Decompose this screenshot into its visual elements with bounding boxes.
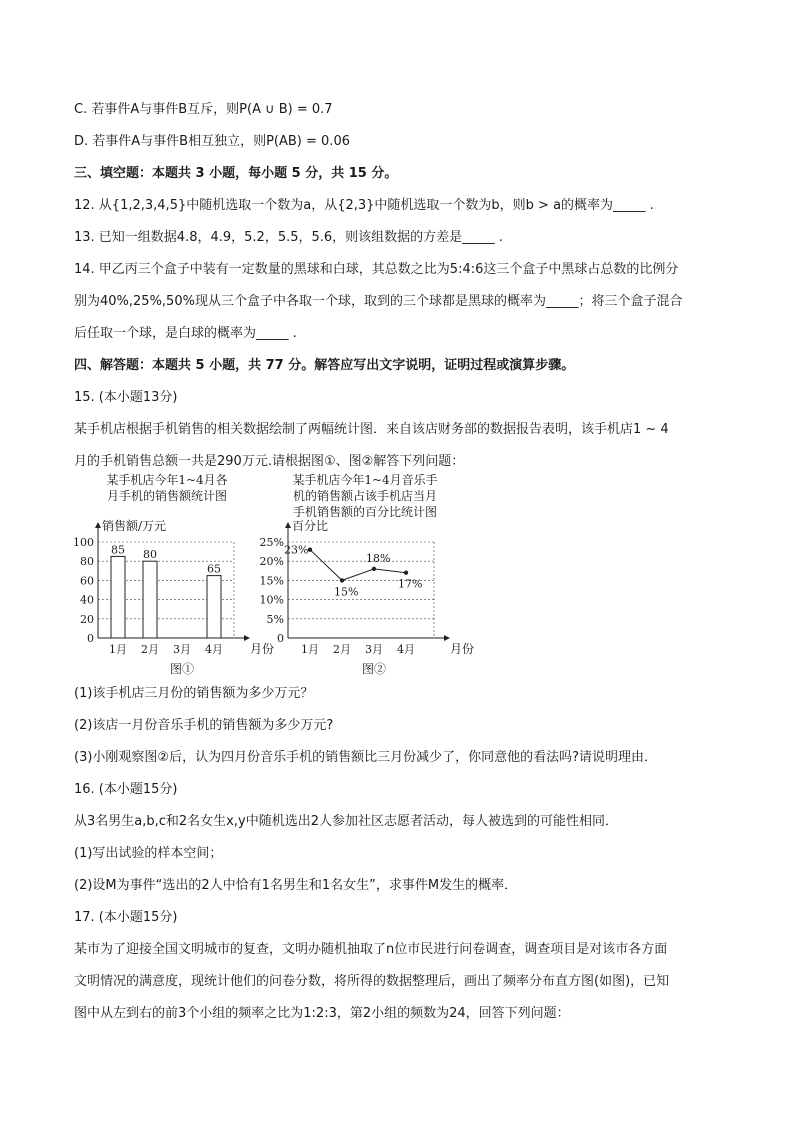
chart2-x-tick-label: 4月 <box>397 643 415 656</box>
section-fill-blank-heading: 三、填空题：本题共 3 小题，每小题 5 分，共 15 分。 <box>74 166 398 181</box>
question-16-header: 16. (本小题15分) <box>74 782 178 797</box>
chart1-y-axis-arrow <box>95 522 101 528</box>
chart1-caption: 图① <box>169 662 195 676</box>
chart2-title <box>270 472 460 520</box>
chart1-y-tick-label: 100 <box>73 536 94 549</box>
chart1-bar <box>111 556 125 638</box>
chart2-y-tick-label: 10% <box>259 593 284 607</box>
chart1-y-tick-label: 20 <box>80 612 94 626</box>
chart2-line-chart <box>250 518 475 678</box>
question-17-stem-line2: 文明情况的满意度，现统计他们的问卷分数，将所得的数据整理后，画出了频率分布直方图(如图)，已知 <box>74 974 670 989</box>
chart1-data-label: 65 <box>207 562 221 576</box>
chart2-data-label: 15% <box>334 585 359 599</box>
question-14-line3: 后任取一个球，是白球的概率为_____ . <box>74 326 297 341</box>
question-17-stem-line3: 图中从左到右的前3个小组的频率之比为1:2:3，第2小组的频数为24，回答下列问题： <box>74 1006 570 1021</box>
question-15-stem-line1: 某手机店根据手机销售的相关数据绘制了两幅统计图．来自该店财务部的数据报告表明，该手机店1 ~ 4 <box>74 422 669 437</box>
chart1-data-label: 85 <box>111 543 125 557</box>
chart2-y-tick-label: 5% <box>266 612 284 626</box>
chart1-x-axis-label: 月份 <box>250 642 275 656</box>
chart1-x-tick-label: 1月 <box>109 643 127 656</box>
chart1-title-line1: 某手机店今年1~4月各 <box>106 473 228 487</box>
chart2-caption: 图② <box>361 662 387 676</box>
chart1-x-tick-label: 2月 <box>141 643 159 656</box>
chart1-y-tick-label: 80 <box>80 555 94 569</box>
question-17-header: 17. (本小题15分) <box>74 910 178 925</box>
question-17-stem-line1: 某市为了迎接全国文明城市的复查，文明办随机抽取了n位市民进行问卷调查，调查项目是对该市各方面 <box>74 942 668 957</box>
option-c: C. 若事件A与事件B互斥，则P(A ∪ B) = 0.7 <box>74 102 333 117</box>
chart2-point <box>372 567 376 571</box>
chart1-x-tick-label: 3月 <box>173 643 191 656</box>
chart2-x-axis-label: 月份 <box>450 642 475 656</box>
question-15-part3: (3)小刚观察图②后，认为四月份音乐手机的销售额比三月份减少了，你同意他的看法吗?请说明理由． <box>74 750 657 765</box>
chart2-x-axis-arrow <box>444 635 450 641</box>
chart1-title-line2: 月手机的销售额统计图 <box>106 489 227 503</box>
chart2-data-label: 23% <box>284 543 309 557</box>
question-16-part1: (1)写出试验的样本空间； <box>74 846 223 861</box>
chart1-y-tick-label: 60 <box>80 574 94 588</box>
chart2-data-label: 17% <box>398 577 423 591</box>
chart2-data-label: 18% <box>366 551 391 565</box>
chart2-y-axis-arrow <box>285 522 291 528</box>
chart2-series-line <box>310 550 406 581</box>
chart1-y-tick-label: 0 <box>87 632 94 645</box>
question-14-line2: 别为40%,25%,50%现从三个盒子中各取一个球，取到的三个球都是黑球的概率为_____；将三个盒子混合 <box>74 294 683 309</box>
chart1-data-label: 80 <box>143 548 157 562</box>
option-d: D. 若事件A与事件B相互独立，则P(AB) = 0.06 <box>74 134 350 149</box>
chart2-title-line2: 机的销售额占该手机店当月 <box>292 489 437 503</box>
chart2-x-tick-label: 3月 <box>365 643 383 656</box>
question-15-header: 15. (本小题13分) <box>74 390 178 405</box>
chart2-y-axis-label: 百分比 <box>292 519 329 533</box>
chart2-y-tick-label: 25% <box>259 536 284 549</box>
chart2-y-tick-label: 20% <box>259 555 284 569</box>
chart2-point <box>404 571 408 575</box>
chart1-y-tick-label: 40 <box>80 593 94 607</box>
question-15-part1: (1)该手机店三月份的销售额为多少万元？ <box>74 686 314 701</box>
chart1-y-axis-label: 销售额/万元 <box>102 519 167 533</box>
chart1-bar <box>207 576 221 638</box>
chart2-title-line3: 手机销售额的百分比统计图 <box>292 505 437 519</box>
question-15-stem-line2: 月的手机销售总额一共是290万元.请根据图①、图②解答下列问题： <box>74 454 465 469</box>
chart2-y-tick-label: 0 <box>277 632 284 645</box>
question-12: 12. 从{1,2,3,4,5}中随机选取一个数为a，从{2,3}中随机选取一个数为b，则b > a的概率为_____ . <box>74 198 654 213</box>
chart2-point <box>308 547 312 551</box>
question-16-part2: (2)设M为事件“选出的2人中恰有1名男生和1名女生”，求事件M发生的概率． <box>74 878 518 893</box>
section-answer-heading: 四、解答题：本题共 5 小题，共 77 分。解答应写出文字说明，证明过程或演算步骤。 <box>74 358 575 373</box>
chart2-title-line1: 某手机店今年1~4月音乐手 <box>292 473 438 487</box>
chart2-x-tick-label: 2月 <box>333 643 351 656</box>
chart2-point <box>340 578 344 582</box>
question-15-part2: (2)该店一月份音乐手机的销售额为多少万元? <box>74 718 334 733</box>
question-16-stem: 从3名男生a,b,c和2名女生x,y中随机选出2人参加社区志愿者活动，每人被选到的可能性相同． <box>74 814 618 829</box>
chart2-x-tick-label: 1月 <box>301 643 319 656</box>
chart1-title <box>82 472 252 504</box>
chart1-bar <box>143 561 157 638</box>
question-13: 13. 已知一组数据4.8，4.9，5.2，5.5，5.6，则该组数据的方差是_____ . <box>74 230 503 245</box>
chart1-x-tick-label: 4月 <box>205 643 223 656</box>
question-14-line1: 14. 甲乙丙三个盒子中装有一定数量的黑球和白球，其总数之比为5:4:6这三个盒子中黑球占总数的比例分 <box>74 262 679 277</box>
chart2-y-tick-label: 15% <box>259 574 284 588</box>
